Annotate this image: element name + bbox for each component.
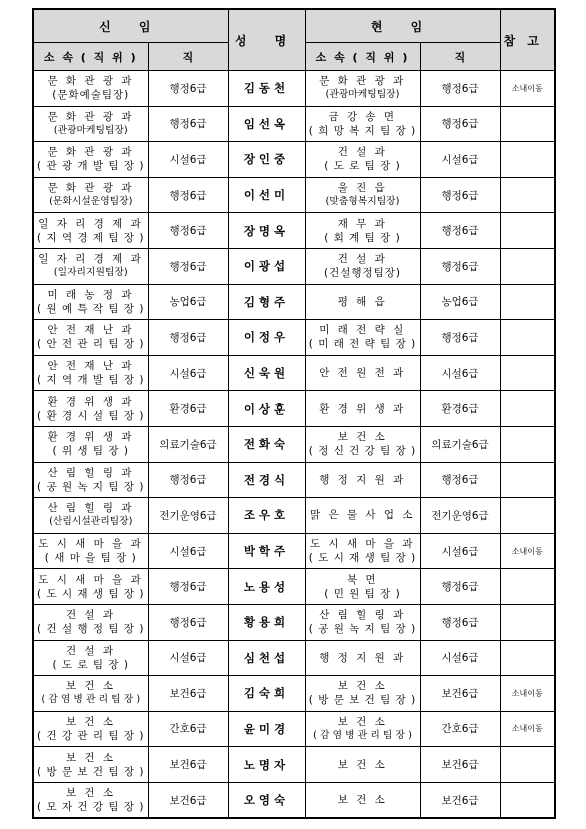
- table-row: [33, 355, 555, 391]
- current-team: ( 정 신 건 강 팀 장 ): [308, 445, 417, 458]
- current-team: ( 회 계 팀 장 ): [324, 231, 401, 244]
- person-name-cell: 김동천: [228, 71, 305, 107]
- note-cell: [500, 391, 555, 427]
- current-department: 금 강 송 면: [328, 110, 397, 123]
- note-cell: [500, 355, 555, 391]
- person-name-cell: 노명자: [228, 747, 305, 783]
- table-row: [33, 106, 555, 142]
- new-team: ( 원 예 특 작 팀 장 ): [37, 302, 145, 315]
- header-current-affiliation: 소 속 ( 직 위 ): [305, 43, 420, 71]
- table-row: [33, 711, 555, 747]
- person-name-cell: 오영숙: [228, 782, 305, 818]
- current-affiliation-cell: [305, 711, 420, 747]
- table-row: [33, 640, 555, 676]
- current-affiliation-cell: [305, 71, 420, 107]
- current-department: 안 전 원 전 과: [319, 367, 406, 380]
- current-team: (관광마케팅팀장): [325, 89, 400, 101]
- person-name-cell: 이상훈: [228, 391, 305, 427]
- person-name-cell: 장명옥: [228, 213, 305, 249]
- table-row: [33, 426, 555, 462]
- new-team: ( 공 원 녹 지 팀 장 ): [37, 480, 145, 493]
- current-department: 재 무 과: [337, 217, 388, 230]
- current-grade-cell: 행정6급: [420, 604, 500, 640]
- new-grade-cell: 행정6급: [148, 71, 228, 107]
- new-department: 문 화 관 광 과: [47, 146, 135, 159]
- table-row: [33, 604, 555, 640]
- new-affiliation-cell: [33, 284, 148, 320]
- current-grade-cell: 환경6급: [420, 391, 500, 427]
- person-name-cell: 전화숙: [228, 426, 305, 462]
- person-name-cell: 김숙희: [228, 676, 305, 712]
- current-team: (건설행정팀장): [323, 267, 402, 280]
- new-department: 도 시 새 마 을 과: [38, 538, 144, 551]
- table-row: [33, 284, 555, 320]
- table-row: [33, 71, 555, 107]
- note-cell: 소내이동: [500, 533, 555, 569]
- new-affiliation-cell: [33, 248, 148, 284]
- new-affiliation-cell: [33, 391, 148, 427]
- new-affiliation-cell: [33, 640, 148, 676]
- current-department: 울 진 읍: [337, 182, 388, 195]
- current-department: 건 설 과: [337, 253, 388, 266]
- new-affiliation-cell: [33, 355, 148, 391]
- new-grade-cell: 행정6급: [148, 604, 228, 640]
- new-team: ( 환 경 시 설 팀 장 ): [37, 409, 145, 422]
- new-team: ( 새 마 을 팀 장 ): [44, 552, 137, 565]
- new-team: ( 도 로 팀 장 ): [52, 658, 129, 671]
- current-team: ( 방 문 보 건 팀 장 ): [308, 694, 417, 707]
- new-department: 보 건 소: [65, 680, 116, 693]
- person-name-cell: 노용성: [228, 569, 305, 605]
- new-team: (문화예술팀장): [52, 89, 130, 102]
- current-grade-cell: 행정6급: [420, 71, 500, 107]
- table-row: [33, 676, 555, 712]
- current-grade-cell: 의료기술6급: [420, 426, 500, 462]
- person-name-cell: 윤미경: [228, 711, 305, 747]
- new-grade-cell: 행정6급: [148, 213, 228, 249]
- new-grade-cell: 농업6급: [148, 284, 228, 320]
- table-row: [33, 248, 555, 284]
- new-affiliation-cell: [33, 569, 148, 605]
- note-cell: [500, 320, 555, 356]
- new-grade-cell: 행정6급: [148, 248, 228, 284]
- note-cell: [500, 213, 555, 249]
- current-department: 문 화 관 광 과: [319, 75, 406, 88]
- current-grade-cell: 행정6급: [420, 213, 500, 249]
- new-team: ( 안 전 관 리 팀 장 ): [37, 338, 145, 351]
- new-affiliation-cell: [33, 533, 148, 569]
- new-grade-cell: 의료기술6급: [148, 426, 228, 462]
- table-row: [33, 462, 555, 498]
- current-affiliation-cell: [305, 177, 420, 213]
- note-cell: [500, 569, 555, 605]
- personnel-table: [32, 8, 556, 819]
- new-department: 건 설 과: [65, 644, 116, 657]
- new-team: ( 감 염 병 관 리 팀 장 ): [41, 694, 141, 706]
- current-grade-cell: 시설6급: [420, 640, 500, 676]
- current-department: 행 정 지 원 과: [319, 473, 406, 486]
- document-page: [32, 8, 554, 819]
- current-grade-cell: 시설6급: [420, 142, 500, 178]
- note-cell: [500, 782, 555, 818]
- new-team: ( 위 생 팀 장 ): [52, 445, 129, 458]
- new-grade-cell: 보건6급: [148, 782, 228, 818]
- new-team: (일자리지원팀장): [53, 267, 128, 279]
- current-affiliation-cell: [305, 142, 420, 178]
- new-department: 건 설 과: [65, 609, 116, 622]
- current-affiliation-cell: [305, 320, 420, 356]
- current-affiliation-cell: [305, 106, 420, 142]
- new-team: ( 모 자 건 강 팀 장 ): [37, 801, 145, 814]
- person-name-cell: 박학주: [228, 533, 305, 569]
- note-cell: 소내이동: [500, 676, 555, 712]
- current-grade-cell: 행정6급: [420, 106, 500, 142]
- current-department: 보 건 소: [337, 680, 388, 693]
- current-affiliation-cell: [305, 676, 420, 712]
- current-department: 건 설 과: [337, 146, 388, 159]
- current-grade-cell: 농업6급: [420, 284, 500, 320]
- person-name-cell: 김형주: [228, 284, 305, 320]
- current-department: 환 경 위 생 과: [319, 402, 406, 415]
- new-department: 문 화 관 광 과: [47, 182, 135, 195]
- current-grade-cell: 시설6급: [420, 355, 500, 391]
- current-grade-cell: 행정6급: [420, 177, 500, 213]
- note-cell: [500, 177, 555, 213]
- person-name-cell: 이선미: [228, 177, 305, 213]
- new-affiliation-cell: [33, 71, 148, 107]
- new-grade-cell: 행정6급: [148, 106, 228, 142]
- person-name-cell: 조우호: [228, 498, 305, 534]
- header-current-grade: 직: [420, 43, 500, 71]
- note-cell: [500, 498, 555, 534]
- table-row: [33, 391, 555, 427]
- current-department: 미 래 전 략 실: [319, 324, 406, 337]
- current-team: ( 희 망 복 지 팀 장 ): [308, 124, 417, 137]
- current-affiliation-cell: [305, 355, 420, 391]
- current-department: 도 시 새 마 을 과: [309, 538, 416, 551]
- person-name-cell: 이정우: [228, 320, 305, 356]
- new-affiliation-cell: [33, 498, 148, 534]
- new-affiliation-cell: [33, 604, 148, 640]
- new-affiliation-cell: [33, 213, 148, 249]
- person-name-cell: 이광섭: [228, 248, 305, 284]
- new-department: 안 전 재 난 과: [47, 360, 135, 373]
- new-affiliation-cell: [33, 177, 148, 213]
- current-affiliation-cell: [305, 569, 420, 605]
- new-affiliation-cell: [33, 676, 148, 712]
- new-grade-cell: 행정6급: [148, 177, 228, 213]
- new-grade-cell: 시설6급: [148, 355, 228, 391]
- new-department: 일 자 리 경 제 과: [38, 217, 144, 230]
- current-affiliation-cell: [305, 640, 420, 676]
- current-team: ( 도 로 팀 장 ): [324, 160, 401, 173]
- new-team: ( 지 역 경 제 팀 장 ): [37, 231, 145, 244]
- current-grade-cell: 행정6급: [420, 248, 500, 284]
- new-department: 보 건 소: [65, 787, 116, 800]
- current-affiliation-cell: [305, 498, 420, 534]
- note-cell: [500, 604, 555, 640]
- current-affiliation-cell: [305, 284, 420, 320]
- new-department: 문 화 관 광 과: [47, 110, 135, 123]
- header-new-post: 신 임: [33, 9, 228, 43]
- new-department: 산 림 힐 링 과: [47, 502, 135, 515]
- person-name-cell: 장인중: [228, 142, 305, 178]
- current-department: 맑 은 물 사 업 소: [309, 509, 416, 522]
- new-affiliation-cell: [33, 142, 148, 178]
- header-name: 성 명: [228, 9, 305, 71]
- new-affiliation-cell: [33, 747, 148, 783]
- table-row: [33, 320, 555, 356]
- new-department: 보 건 소: [65, 751, 116, 764]
- note-cell: [500, 426, 555, 462]
- new-department: 도 시 새 마 을 과: [38, 573, 144, 586]
- header-new-grade: 직: [148, 43, 228, 71]
- new-grade-cell: 보건6급: [148, 676, 228, 712]
- table-row: [33, 533, 555, 569]
- note-cell: [500, 142, 555, 178]
- new-affiliation-cell: [33, 711, 148, 747]
- new-affiliation-cell: [33, 462, 148, 498]
- new-team: (관광마케팅팀장): [53, 124, 128, 136]
- table-row: [33, 142, 555, 178]
- new-affiliation-cell: [33, 782, 148, 818]
- table-row: [33, 498, 555, 534]
- table-row: [33, 782, 555, 818]
- current-grade-cell: 행정6급: [420, 462, 500, 498]
- new-department: 환 경 위 생 과: [47, 395, 135, 408]
- header-current-post: 현 임: [305, 9, 500, 43]
- new-affiliation-cell: [33, 106, 148, 142]
- new-affiliation-cell: [33, 426, 148, 462]
- current-team: ( 도 시 재 생 팀 장 ): [308, 552, 417, 565]
- new-affiliation-cell: [33, 320, 148, 356]
- current-affiliation-cell: [305, 213, 420, 249]
- current-grade-cell: 보건6급: [420, 676, 500, 712]
- new-team: ( 지 역 개 발 팀 장 ): [37, 374, 145, 387]
- person-name-cell: 심천섭: [228, 640, 305, 676]
- current-grade-cell: 시설6급: [420, 533, 500, 569]
- new-team: ( 방 문 보 건 팀 장 ): [37, 765, 145, 778]
- current-affiliation-cell: [305, 604, 420, 640]
- current-team: (맞춤형복지팀장): [325, 196, 400, 208]
- new-department: 일 자 리 경 제 과: [38, 253, 144, 266]
- current-department: 보 건 소: [337, 431, 388, 444]
- new-department: 보 건 소: [65, 715, 116, 728]
- new-grade-cell: 시설6급: [148, 640, 228, 676]
- note-cell: [500, 462, 555, 498]
- current-grade-cell: 전기운영6급: [420, 498, 500, 534]
- new-grade-cell: 시설6급: [148, 142, 228, 178]
- note-cell: [500, 248, 555, 284]
- person-name-cell: 전경식: [228, 462, 305, 498]
- new-team: (산림시설관리팀장): [49, 516, 133, 528]
- current-department: 행 정 지 원 과: [319, 651, 406, 664]
- new-team: ( 건 설 행 정 팀 장 ): [37, 623, 145, 636]
- current-grade-cell: 행정6급: [420, 569, 500, 605]
- table-row: [33, 747, 555, 783]
- new-grade-cell: 행정6급: [148, 569, 228, 605]
- person-name-cell: 황용희: [228, 604, 305, 640]
- note-cell: [500, 284, 555, 320]
- current-team: ( 미 래 전 략 팀 장 ): [308, 338, 417, 351]
- header-new-affiliation: 소 속 ( 직 위 ): [33, 43, 148, 71]
- new-grade-cell: 행정6급: [148, 320, 228, 356]
- current-grade-cell: 간호6급: [420, 711, 500, 747]
- new-department: 안 전 재 난 과: [47, 324, 135, 337]
- current-grade-cell: 보건6급: [420, 747, 500, 783]
- current-affiliation-cell: [305, 533, 420, 569]
- person-name-cell: 임선옥: [228, 106, 305, 142]
- current-department: 보 건 소: [337, 715, 388, 728]
- table-row: [33, 569, 555, 605]
- current-affiliation-cell: [305, 747, 420, 783]
- current-department: 산 림 힐 링 과: [319, 609, 406, 622]
- table-row: [33, 177, 555, 213]
- current-grade-cell: 행정6급: [420, 320, 500, 356]
- current-team: ( 감 염 병 관 리 팀 장 ): [313, 729, 412, 741]
- current-department: 보 건 소: [337, 794, 388, 807]
- current-grade-cell: 보건6급: [420, 782, 500, 818]
- new-department: 산 림 힐 링 과: [47, 466, 135, 479]
- note-cell: [500, 106, 555, 142]
- new-grade-cell: 행정6급: [148, 462, 228, 498]
- current-affiliation-cell: [305, 248, 420, 284]
- current-department: 북 면: [346, 573, 379, 586]
- header-note: 참고: [500, 9, 555, 71]
- current-team: ( 공 원 녹 지 팀 장 ): [308, 623, 417, 636]
- new-grade-cell: 전기운영6급: [148, 498, 228, 534]
- note-cell: [500, 640, 555, 676]
- new-grade-cell: 간호6급: [148, 711, 228, 747]
- new-department: 문 화 관 광 과: [47, 75, 135, 88]
- new-department: 미 래 농 정 과: [47, 288, 135, 301]
- new-grade-cell: 환경6급: [148, 391, 228, 427]
- current-affiliation-cell: [305, 782, 420, 818]
- current-department: 평 해 읍: [337, 295, 388, 308]
- new-department: 환 경 위 생 과: [47, 431, 135, 444]
- current-affiliation-cell: [305, 391, 420, 427]
- new-team: ( 관 광 개 발 팀 장 ): [37, 160, 145, 173]
- current-team: ( 민 원 팀 장 ): [324, 587, 401, 600]
- new-grade-cell: 보건6급: [148, 747, 228, 783]
- current-affiliation-cell: [305, 462, 420, 498]
- note-cell: 소내이동: [500, 711, 555, 747]
- note-cell: [500, 747, 555, 783]
- table-body: [33, 71, 555, 819]
- new-team: ( 건 강 관 리 팀 장 ): [37, 729, 145, 742]
- new-team: ( 도 시 재 생 팀 장 ): [37, 587, 145, 600]
- note-cell: 소내이동: [500, 71, 555, 107]
- current-department: 보 건 소: [337, 758, 388, 771]
- new-team: (문화시설운영팀장): [49, 196, 133, 208]
- table-row: [33, 213, 555, 249]
- current-affiliation-cell: [305, 426, 420, 462]
- new-grade-cell: 시설6급: [148, 533, 228, 569]
- person-name-cell: 신욱원: [228, 355, 305, 391]
